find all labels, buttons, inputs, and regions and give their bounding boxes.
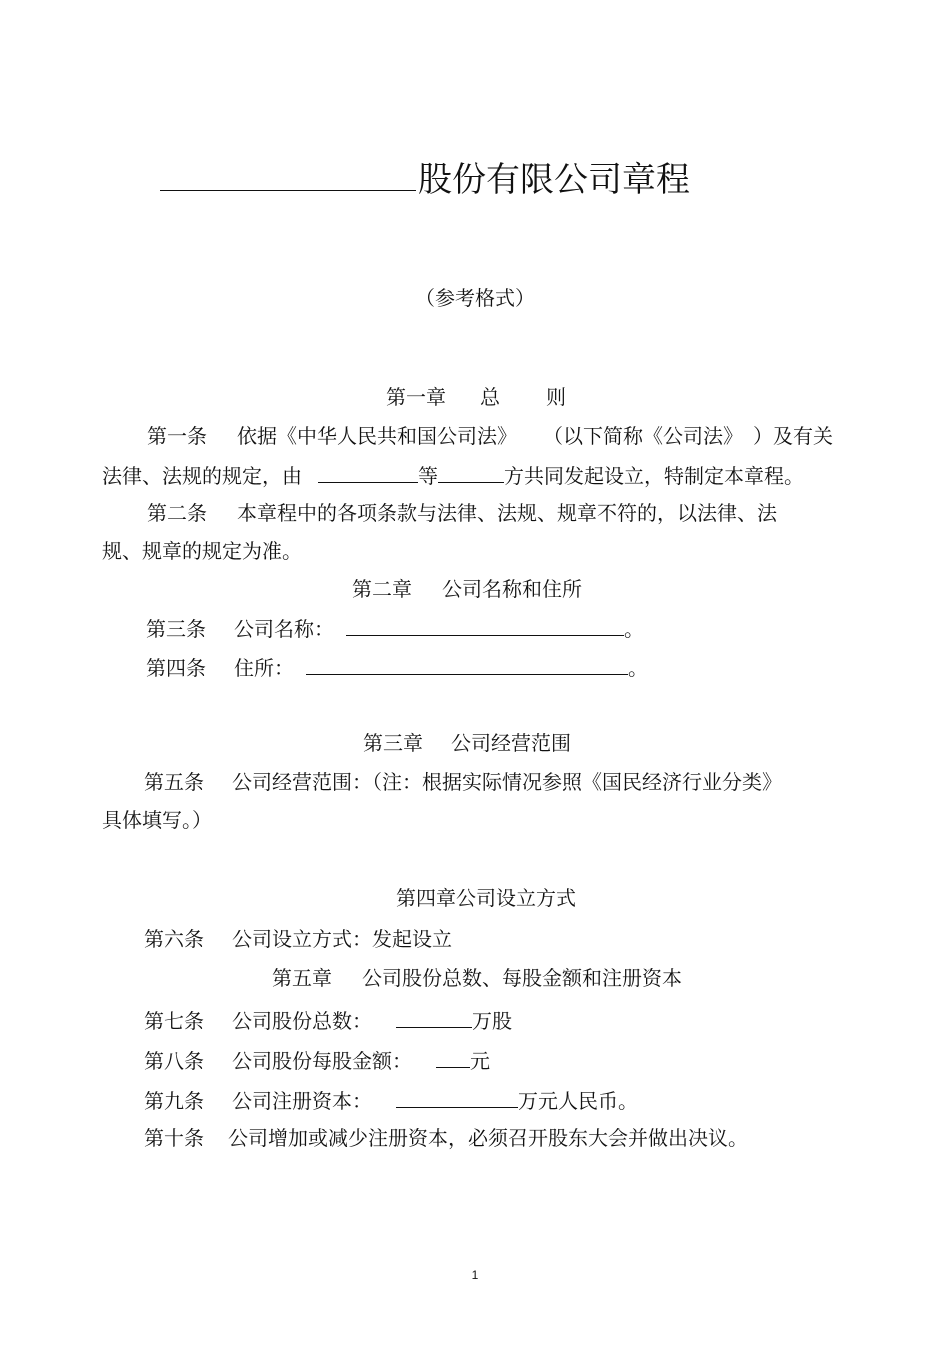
article-1-line-1 (147, 424, 833, 448)
article-9 (144, 1087, 638, 1113)
article-2-line-2: 规、规章的规定为准。 (102, 539, 302, 563)
article-1-text: 依据《中华人民共和国公司法》 (237, 424, 517, 448)
founder-blank (318, 462, 418, 483)
article-7-label: 第七条 (144, 1009, 204, 1033)
article-1-text-5: 等 (418, 464, 438, 488)
article-1-text-3: ）及有关 (753, 424, 833, 448)
chapter-3-heading (363, 731, 571, 755)
article-8-label: 第八条 (144, 1049, 204, 1073)
article-8-unit: 元 (470, 1049, 490, 1073)
article-10-text: 公司增加或减少注册资本，必须召开股东大会并做出决议。 (228, 1126, 748, 1150)
registered-capital-blank (396, 1087, 518, 1108)
company-name-blank (160, 156, 416, 191)
chapter-1-heading (386, 385, 566, 409)
article-3-end: 。 (624, 617, 644, 641)
article-3 (146, 615, 644, 641)
article-8-text: 公司股份每股金额： (232, 1049, 412, 1073)
article-9-unit: 万元人民币。 (518, 1089, 638, 1113)
total-shares-blank (396, 1007, 472, 1028)
chapter-5-label: 第五章 (272, 966, 332, 990)
document-title (160, 156, 690, 202)
chapter-5-heading (272, 966, 682, 990)
article-4 (146, 654, 648, 680)
article-3-label: 第三条 (146, 617, 206, 641)
company-name-field-blank (346, 615, 624, 636)
chapter-2-label: 第二章 (352, 577, 412, 601)
share-value-blank (436, 1047, 470, 1068)
article-7-unit: 万股 (472, 1009, 512, 1033)
chapter-5-title: 公司股份总数、每股金额和注册资本 (362, 966, 682, 990)
article-1-line-2 (102, 462, 804, 488)
chapter-2-heading (352, 577, 582, 601)
article-1-label: 第一条 (147, 424, 207, 448)
address-blank (306, 654, 628, 675)
article-5-line-2: 具体填写。） (102, 808, 212, 832)
article-6-text: 公司设立方式：发起设立 (232, 927, 452, 951)
article-7-text: 公司股份总数： (232, 1009, 372, 1033)
chapter-1-title-part2: 则 (546, 385, 566, 409)
article-10-label: 第十条 (144, 1126, 204, 1150)
chapter-1-title-part1: 总 (480, 385, 500, 409)
subtitle: （参考格式） (415, 286, 535, 310)
article-5-text: 公司经营范围：（注：根据实际情况参照《国民经济行业分类》 (232, 770, 782, 794)
article-4-text: 住所： (234, 656, 294, 680)
article-10 (144, 1126, 748, 1150)
chapter-3-label: 第三章 (363, 731, 423, 755)
article-9-text: 公司注册资本： (232, 1089, 372, 1113)
article-6 (144, 927, 452, 951)
article-1-text-2: （以下简称《公司法》 (543, 424, 743, 448)
article-5-label: 第五条 (144, 770, 204, 794)
article-4-label: 第四条 (146, 656, 206, 680)
page-number: 1 (471, 1268, 479, 1282)
article-5-line-1 (144, 770, 782, 794)
article-2-text: 本章程中的各项条款与法律、法规、规章不符的，以法律、法 (237, 501, 777, 525)
article-4-end: 。 (628, 656, 648, 680)
article-6-label: 第六条 (144, 927, 204, 951)
chapter-1-label: 第一章 (386, 385, 446, 409)
party-count-blank (438, 462, 504, 483)
chapter-4-heading: 第四章公司设立方式 (396, 886, 576, 910)
article-2-label: 第二条 (147, 501, 207, 525)
article-7 (144, 1007, 512, 1033)
article-8 (144, 1047, 490, 1073)
article-3-text: 公司名称： (234, 617, 334, 641)
chapter-2-title: 公司名称和住所 (442, 577, 582, 601)
chapter-3-title: 公司经营范围 (451, 731, 571, 755)
article-1-text-4: 法律、法规的规定，由 (102, 464, 302, 488)
article-1-text-6: 方共同发起设立，特制定本章程。 (504, 464, 804, 488)
article-2-line-1 (147, 501, 777, 525)
article-9-label: 第九条 (144, 1089, 204, 1113)
title-suffix: 股份有限公司章程 (418, 160, 690, 200)
